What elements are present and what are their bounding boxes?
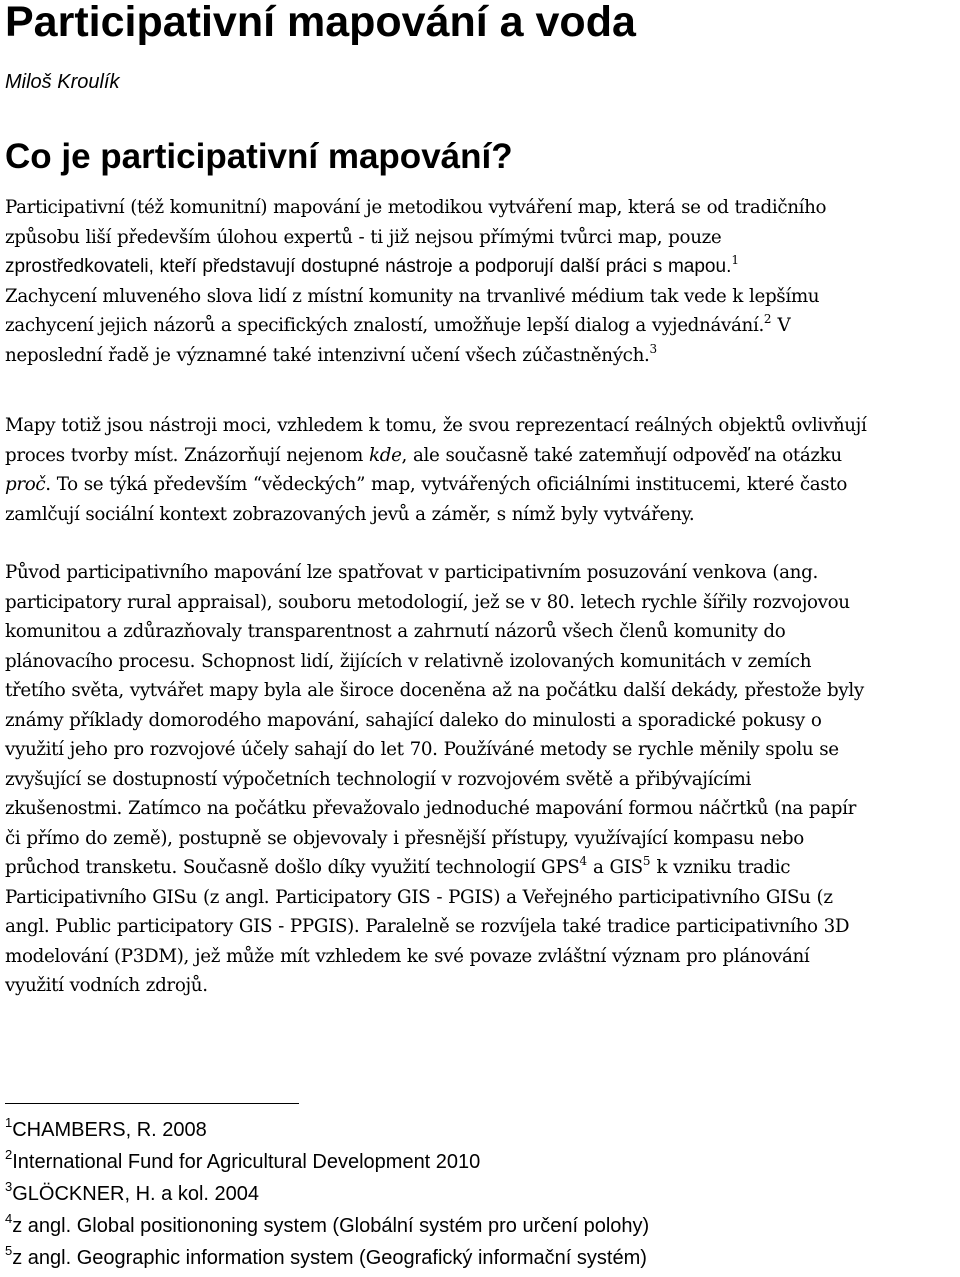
text-line: známy příklady domorodého mapování, sahající daleko do minulosti a sporadické pokusy o [5, 709, 822, 731]
footnote-text: z angl. Geographic information system (Geografický informační systém) [12, 1247, 647, 1269]
paragraph-origin [5, 558, 955, 1001]
section-heading: Co je participativní mapování? [5, 137, 513, 176]
footnote-item [5, 1146, 649, 1178]
emphasis-text: kde [368, 444, 402, 466]
text-segment: zachycení jejich názorů a specifických znalostí, umožňuje lepší dialog a vyjednávání. [5, 315, 764, 336]
footnote-number: 1 [5, 1115, 13, 1130]
text-line [5, 853, 955, 883]
footnotes-list [5, 1114, 649, 1274]
text-line: zamlčují sociální kontext zobrazovaných jevů a záměr, s nímž byly vytvářeny. [5, 503, 695, 525]
text-line [5, 470, 955, 500]
text-segment: V [771, 315, 791, 336]
text-line: či přímo do země), postupně se objevovaly i přesnější přístupy, využívající kompasu nebo [5, 827, 804, 849]
text-line: Participativní (též komunitní) mapování je metodikou vytváření map, která se od tradičního [5, 197, 827, 218]
text-segment: . To se týká především “vědeckých” map, vytvářených oficiálními institucemi, které často [45, 474, 847, 495]
footnote-number: 5 [5, 1243, 13, 1258]
footnote-number: 3 [5, 1179, 13, 1194]
text-line [5, 441, 955, 471]
author-name: Miloš Kroulík [5, 71, 120, 93]
text-line: plánovacího procesu. Schopnost lidí, žijících v relativně izolovaných komunitách v zemích [5, 650, 812, 672]
emphasis-text: proč [5, 474, 46, 495]
footnote-number: 2 [5, 1147, 13, 1162]
footnote-text: CHAMBERS, R. 2008 [12, 1119, 207, 1141]
text-line: Participativního GISu (z angl. Participatory GIS - PGIS) a Veřejného participativního GISu (z [5, 886, 833, 908]
footnote-text: z angl. Global positiononing system (Globální systém pro určení polohy) [12, 1215, 650, 1237]
footnote-item [5, 1114, 649, 1146]
text-segment: zprostředkovateli, kteří představují dostupné nástroje a podporují další práci s mapou. [5, 256, 732, 277]
paragraph-definition [5, 193, 955, 370]
footnote-ref: 3 [649, 341, 658, 356]
text-line: zkušenostmi. Zatímco na počátku převažovalo jednoduché mapování formou náčrtků (na papír [5, 798, 857, 819]
footnote-item [5, 1210, 649, 1242]
text-segment: průchod transketu. Současně došlo díky využití technologií GPS [5, 857, 580, 878]
paragraph-maps-power [5, 411, 955, 529]
footnote-ref: 1 [731, 253, 739, 267]
text-segment: , ale současně také zatemňují odpověď na otázku [401, 444, 842, 466]
footnote-ref: 2 [763, 312, 772, 326]
text-line: Původ participativního mapování lze spatřovat v participativním posuzování venkova (ang. [5, 562, 818, 583]
footnote-divider [5, 1103, 299, 1104]
text-line: participatory rural appraisal), souboru metodologií, jež se v 80. letech rychle šířily rozvojovou [5, 591, 850, 613]
text-line: využití vodních zdrojů. [5, 975, 208, 996]
text-line [5, 252, 955, 282]
text-line [5, 341, 955, 371]
text-line: využití jeho pro rozvojové účely sahají do let 70. Používáné metody se rychle měnily spolu se [5, 739, 839, 760]
footnote-item [5, 1242, 649, 1274]
footnote-item [5, 1178, 649, 1210]
text-line: modelování (P3DM), jež může mít vzhledem ke své povaze zvláštní význam pro plánování [5, 945, 810, 967]
text-line: způsobu liší především úlohou expertů - ti již nejsou přímými tvůrci map, pouze [5, 226, 722, 248]
text-line [5, 311, 955, 341]
footnote-number: 4 [5, 1211, 13, 1226]
footnote-text: International Fund for Agricultural Development 2010 [12, 1151, 481, 1173]
text-segment: proces tvorby míst. Znázorňují nejenom [5, 444, 369, 466]
text-line: zvyšující se dostupností výpočetních technologií v rozvojovém světě a přibývajícími [5, 768, 751, 790]
footnote-ref: 5 [642, 854, 651, 868]
text-segment: neposlední řadě je významné také intenzivní učení všech zúčastněných. [5, 344, 650, 366]
text-line: třetího světa, vytvářet mapy byla ale široce doceněna až na počátku další dekády, přestože byly [5, 680, 864, 701]
text-line: angl. Public participatory GIS - PPGIS). Paralelně se rozvíjela také tradice participativního 3D [5, 916, 850, 937]
text-line: Mapy totiž jsou nástroji moci, vzhledem k tomu, že svou reprezentací reálných objektů ovlivňují [5, 415, 867, 436]
footnote-ref: 4 [579, 854, 588, 868]
text-line: Zachycení mluveného slova lidí z místní komunity na trvanlivé médium tak vede k lepšímu [5, 285, 820, 307]
page-title: Participativní mapování a voda [5, 0, 636, 46]
footnote-text: GLÖCKNER, H. a kol. 2004 [12, 1183, 260, 1205]
text-line: komunitou a zdůrazňovaly transparentnost a zahrnutí názorů všech členů komunity do [5, 621, 786, 642]
text-segment: a GIS [587, 857, 643, 878]
text-segment: k vzniku tradic [650, 857, 791, 878]
